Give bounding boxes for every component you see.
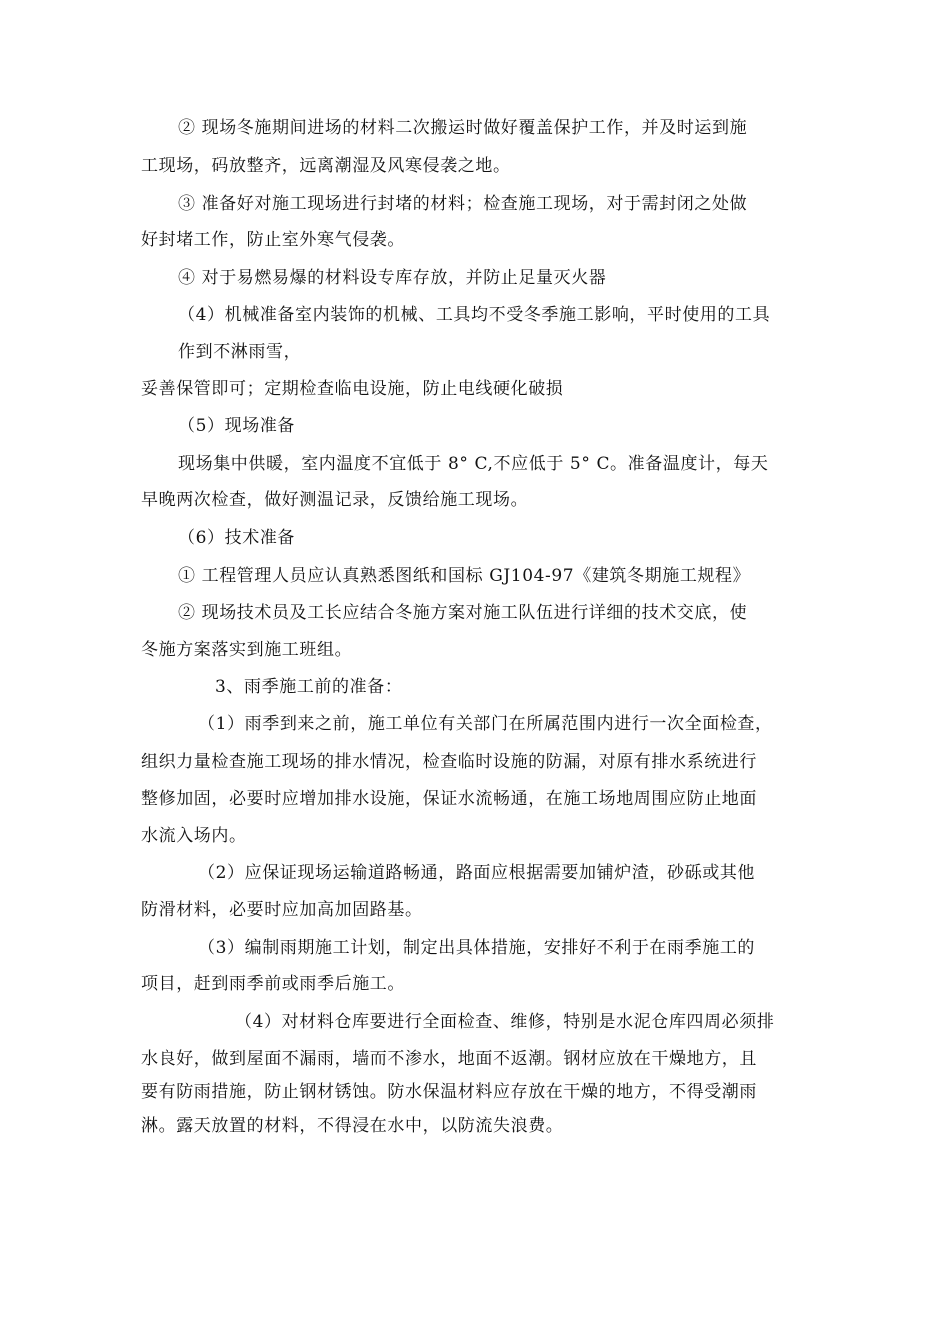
paragraph-line: 整修加固，必要时应增加排水设施，保证水流畅通，在施工场地周围应防止地面	[141, 789, 757, 809]
section-heading: （5）现场准备	[178, 416, 296, 436]
paragraph-line: 现场集中供暖，室内温度不宜低于 8° C,不应低于 5° C。准备温度计，每天	[178, 454, 769, 474]
paragraph-line: 要有防雨措施，防止钢材锈蚀。防水保温材料应存放在干燥的地方，不得受潮雨	[141, 1082, 757, 1102]
paragraph-line: 工现场，码放整齐，远离潮湿及风寒侵袭之地。	[141, 156, 511, 176]
paragraph-line: 项目，赶到雨季前或雨季后施工。	[141, 974, 405, 994]
section-heading: （6）技术准备	[178, 528, 296, 548]
paragraph-line: （4）机械准备室内装饰的机械、工具均不受冬季施工影响，平时使用的工具	[178, 305, 771, 325]
paragraph-line: ④ 对于易燃易爆的材料设专库存放，并防止足量灭火器	[178, 268, 607, 288]
section-heading: 3、雨季施工前的准备：	[215, 677, 403, 697]
paragraph-line: （1）雨季到来之前，施工单位有关部门在所属范围内进行一次全面检查，	[198, 714, 773, 734]
paragraph-line: （4）对材料仓库要进行全面检查、维修，特别是水泥仓库四周必须排	[235, 1012, 775, 1032]
paragraph-line: 水流入场内。	[141, 826, 247, 846]
paragraph-line: 作到不淋雨雪，	[178, 342, 302, 362]
paragraph-line: 冬施方案落实到施工班组。	[141, 640, 353, 660]
paragraph-line: ② 现场冬施期间进场的材料二次搬运时做好覆盖保护工作，并及时运到施	[178, 118, 748, 138]
paragraph-line: 妥善保管即可；定期检查临电设施，防止电线硬化破损	[141, 379, 564, 399]
paragraph-line: 水良好，做到屋面不漏雨，墙而不渗水，地面不返潮。钢材应放在干燥地方，且	[141, 1049, 757, 1069]
paragraph-line: 组织力量检查施工现场的排水情况，检查临时设施的防漏，对原有排水系统进行	[141, 752, 757, 772]
paragraph-line: 防滑材料，必要时应加高加固路基。	[141, 900, 423, 920]
paragraph-line: ② 现场技术员及工长应结合冬施方案对施工队伍进行详细的技术交底，使	[178, 603, 748, 623]
paragraph-line: 好封堵工作，防止室外寒气侵袭。	[141, 230, 405, 250]
paragraph-line: （3）编制雨期施工计划，制定出具体措施，安排好不利于在雨季施工的	[198, 938, 756, 958]
paragraph-line: ③ 准备好对施工现场进行封堵的材料；检查施工现场，对于需封闭之处做	[178, 194, 748, 214]
paragraph-line: （2）应保证现场运输道路畅通，路面应根据需要加铺炉渣，砂砾或其他	[198, 863, 756, 883]
paragraph-line: ① 工程管理人员应认真熟悉图纸和国标 GJ104-97《建筑冬期施工规程》	[178, 566, 751, 586]
paragraph-line: 早晚两次检查，做好测温记录，反馈给施工现场。	[141, 490, 529, 510]
paragraph-line: 淋。露天放置的材料，不得浸在水中，以防流失浪费。	[141, 1116, 564, 1136]
